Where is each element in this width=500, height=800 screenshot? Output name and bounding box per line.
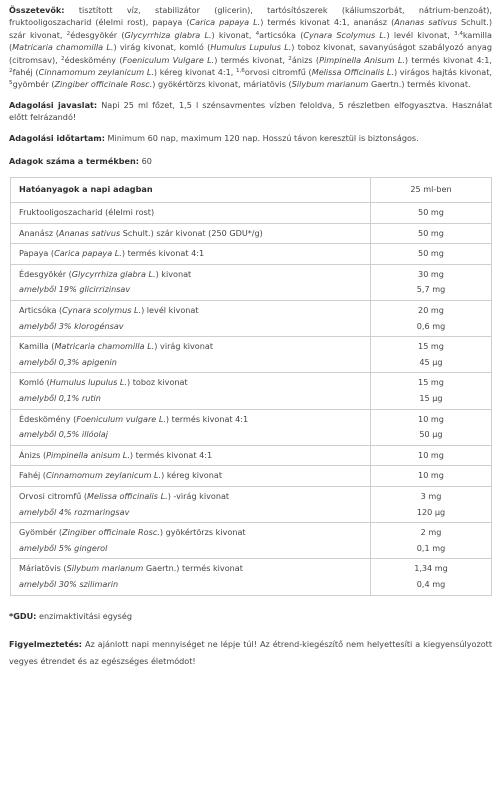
active-compound-share: amelyből 4% rozmaringsav	[19, 506, 130, 517]
text-fragment: ) gyökértörzs kivonat	[159, 527, 246, 538]
text-fragment: Gyömbér (	[19, 527, 63, 538]
text-fragment: Schult.) szár kivonat,	[9, 17, 492, 40]
ingredient-amount: 3 mg	[420, 490, 442, 501]
text-fragment: ) toboz kivonat	[126, 377, 188, 388]
header-active-ingredients: Hatóanyagok a napi adagban	[11, 178, 371, 203]
latin-name: Matricaria chamomilla L.	[54, 341, 155, 352]
ingredient-amount: 1,34 mg	[414, 563, 448, 574]
text-fragment: édeskömény (	[64, 54, 123, 65]
ingredient-amount: 10 mg	[418, 449, 444, 460]
amount-cell	[371, 409, 492, 445]
table-row	[11, 373, 492, 409]
latin-name: Carica papaya L.	[189, 17, 261, 28]
text-fragment: tisztított víz, stabilizátor (glicerin), tartósítószerek (káliumszorbát, nátrium-benzoát), fruktooligoszacharid (élelmi rost), papaya (	[9, 5, 492, 28]
amount-cell	[371, 486, 492, 522]
ingredient-cell	[11, 203, 371, 224]
ingredient-cell	[11, 486, 371, 522]
text-fragment: articsóka (	[259, 29, 304, 40]
amount-cell	[371, 337, 492, 373]
ingredient-name	[19, 226, 362, 242]
latin-name: Pimpinella Anisum L.	[319, 54, 405, 65]
dosage-text: Napi 25 ml főzet, 1,5 l szénsavmentes vízben feloldva, 5 részletben elfogyasztva. Használat előtt felrázandó!	[9, 99, 492, 123]
table-row	[11, 523, 492, 559]
ingredient-amount: 15 mg	[418, 341, 444, 352]
active-compound-share: amelyből 0,5% illóolaj	[19, 429, 109, 440]
text-fragment: ) virág kivonat, komló (	[113, 42, 211, 53]
ingredient-name	[19, 375, 362, 391]
footnote-marker: 2	[9, 68, 13, 75]
text-fragment: fahéj (	[12, 67, 39, 78]
text-fragment: Máriatövis (	[19, 563, 67, 574]
latin-name: Silybum marianum	[66, 563, 144, 574]
text-fragment: Kamilla (	[19, 341, 55, 352]
text-fragment: Édesgyökér (	[19, 268, 72, 279]
amount-cell	[371, 301, 492, 337]
table-row	[11, 244, 492, 265]
amount-cell	[371, 244, 492, 265]
latin-name: Glycyrrhiza glabra L.	[124, 29, 212, 40]
ingredient-amount: 20 mg	[418, 305, 444, 316]
table-row	[11, 466, 492, 487]
dosage-label: Adagolási javaslat:	[9, 99, 98, 110]
warning-section	[9, 636, 492, 670]
latin-name: Pimpinella anisum L.	[46, 449, 130, 460]
servings-count-paragraph	[9, 155, 492, 167]
amount-cell	[371, 264, 492, 300]
table-row	[11, 203, 492, 224]
amount-cell	[371, 445, 492, 466]
footnote-marker: 2	[61, 55, 65, 62]
latin-name: Zingiber officinale Rosc.	[54, 79, 153, 90]
text-fragment: ) termés kivonat 4:1, ananász (	[260, 17, 395, 28]
footnote-label: *GDU:	[9, 610, 37, 621]
active-compound-amount: 50 µg	[419, 429, 443, 440]
footnote-text: enzimaktivitási egység	[36, 610, 132, 621]
latin-name: Carica papaya L.	[54, 248, 122, 259]
text-fragment: ) levél kivonat,	[386, 29, 454, 40]
text-fragment: édesgyökér (	[70, 29, 125, 40]
latin-name: Foeniculum Vulgare L.	[122, 54, 215, 65]
ingredients-text	[9, 5, 492, 89]
text-fragment: ) virágos hajtás kivonat,	[393, 67, 492, 78]
latin-name: Cinnamomum zeylanicum L.	[45, 470, 162, 481]
table-row	[11, 409, 492, 445]
latin-name: Glycyrrhiza glabra L.	[71, 268, 156, 279]
amount-cell	[371, 223, 492, 244]
ingredient-amount: 50 mg	[418, 227, 444, 238]
text-fragment: kamilla (	[9, 29, 492, 53]
text-fragment: Fahéj (	[19, 470, 46, 481]
composition-table-header	[11, 178, 492, 203]
text-fragment: ) termés kivonat 4:1,	[404, 54, 492, 65]
text-fragment: ) -virág kivonat	[167, 490, 230, 501]
text-fragment: Komló (	[19, 377, 50, 388]
active-compound-amount: 0,1 mg	[416, 542, 446, 553]
text-fragment: Gaertn.) termés kivonat.	[368, 79, 471, 90]
text-fragment: ) kéreg kivonat 4:1,	[153, 67, 236, 78]
table-row	[11, 264, 492, 300]
active-compound-amount: 15 µg	[419, 393, 443, 403]
active-compound-share: amelyből 30% szilimarin	[19, 578, 119, 589]
ingredient-amount: 50 mg	[418, 248, 444, 259]
header-amount: 25 ml-ben	[371, 178, 492, 203]
footnote-marker: 2	[66, 30, 71, 37]
ingredient-name	[19, 561, 362, 577]
footnote-marker: 1,6	[235, 68, 245, 75]
ingredient-name	[19, 448, 362, 464]
text-fragment: Gaertn.) termés kivonat	[143, 563, 243, 574]
active-compound-share: amelyből 0,1% rutin	[19, 393, 101, 403]
ingredient-cell	[11, 264, 371, 300]
latin-name: Ananas sativus	[58, 227, 121, 238]
ingredient-amount: 15 mg	[418, 377, 444, 388]
text-fragment: Papaya (	[19, 248, 55, 259]
latin-name: Melissa officinalis L.	[87, 490, 168, 501]
table-row	[11, 559, 492, 595]
text-fragment: ) termés kivonat 4:1	[129, 449, 213, 460]
amount-cell	[371, 559, 492, 595]
ingredient-cell	[11, 409, 371, 445]
text-fragment: ánizs (	[291, 54, 320, 65]
warning-text: Az ajánlott napi mennyiséget ne lépje túl! Az étrend-kiegészítő nem helyettesíti a kiegyensúlyozott vegyes étrendet és az egészséges életmódot!	[9, 638, 492, 666]
footnote-marker: 2	[288, 55, 292, 62]
text-fragment: gyömbér (	[12, 79, 55, 90]
text-fragment: ) kivonat,	[211, 29, 256, 40]
ingredient-name	[19, 468, 362, 484]
duration-label: Adagolási időtartam:	[9, 132, 105, 143]
ingredient-name	[19, 246, 362, 262]
latin-name: Silybum marianum	[291, 79, 369, 90]
ingredient-name	[19, 303, 362, 319]
latin-name: Cinnamomum zeylanicum L.	[38, 67, 154, 78]
ingredient-amount: 2 mg	[420, 527, 442, 538]
active-compound-share: amelyből 19% glicirrizinsav	[19, 284, 131, 295]
warning-paragraph	[9, 636, 492, 670]
servings-count-value: 60	[139, 156, 152, 167]
amount-cell	[371, 523, 492, 559]
active-compound-amount: 45 µg	[419, 356, 443, 367]
latin-name: Ananas sativus	[394, 17, 457, 28]
latin-name: Melissa Officinalis L.	[311, 67, 394, 78]
amount-cell	[371, 373, 492, 409]
latin-name: Zingiber officinale Rosc.	[62, 527, 160, 538]
ingredient-name	[19, 205, 362, 221]
ingredient-name	[19, 489, 362, 505]
table-row	[11, 337, 492, 373]
table-row	[11, 486, 492, 522]
amount-cell	[371, 203, 492, 224]
text-fragment: ) termés kivonat 4:1	[165, 413, 249, 424]
ingredient-cell	[11, 223, 371, 244]
ingredient-name	[19, 267, 362, 283]
text-fragment: orvosi citromfű (	[244, 67, 312, 78]
footnote-paragraph	[9, 610, 492, 622]
ingredient-cell	[11, 523, 371, 559]
text-fragment: ) levél kivonat	[141, 305, 199, 316]
ingredient-cell	[11, 373, 371, 409]
text-fragment: Édeskömény (	[19, 413, 77, 424]
latin-name: Cynara Scolymus L.	[303, 29, 387, 40]
ingredients-paragraph	[9, 4, 492, 91]
footnote-marker: 5	[9, 80, 13, 87]
composition-table	[10, 177, 492, 595]
latin-name: Foeniculum vulgare L.	[76, 413, 166, 424]
active-compound-amount: 120 µg	[416, 506, 446, 517]
ingredient-amount: 10 mg	[418, 413, 444, 424]
text-fragment: Orvosi citromfű (	[19, 490, 88, 501]
active-compound-share: amelyből 5% gingerol	[19, 542, 108, 553]
ingredient-amount: 10 mg	[418, 470, 444, 481]
active-compound-amount: 0,6 mg	[416, 320, 446, 331]
latin-name: Matricaria chamomilla L.	[12, 42, 114, 53]
ingredient-cell	[11, 466, 371, 487]
servings-count-label: Adagok száma a termékben:	[9, 156, 139, 167]
text-fragment: ) virág kivonat	[154, 341, 214, 352]
amount-cell	[371, 466, 492, 487]
footnote-marker: 3,4	[453, 30, 463, 37]
table-row	[11, 301, 492, 337]
latin-name: Humulus Lupulus L.	[210, 42, 292, 53]
ingredient-amount: 50 mg	[418, 207, 444, 218]
duration-text: Minimum 60 nap, maximum 120 nap. Hosszú távon keresztül is biztonságos.	[104, 132, 419, 143]
text-fragment: ) termés kivonat 4:1	[121, 248, 205, 259]
text-fragment: Schult.) szár kivonat (250 GDU*/g)	[120, 227, 263, 238]
active-compound-share: amelyből 3% klorogénsav	[19, 320, 124, 331]
ingredient-cell	[11, 559, 371, 595]
table-row	[11, 445, 492, 466]
ingredient-cell	[11, 301, 371, 337]
text-fragment: ) gyökértörzs kivonat, máriatövis (	[152, 79, 292, 90]
footnote-marker: 4	[255, 30, 260, 37]
ingredient-cell	[11, 244, 371, 265]
text-fragment: Articsóka (	[19, 305, 63, 316]
text-fragment: Ánizs (	[19, 449, 47, 460]
warning-label: Figyelmeztetés:	[9, 638, 83, 649]
latin-name: Humulus lupulus L.	[49, 377, 127, 388]
active-compound-amount: 5,7 mg	[416, 284, 446, 295]
latin-name: Cynara scolymus L.	[62, 305, 142, 316]
ingredient-cell	[11, 445, 371, 466]
text-fragment: ) toboz kivonat, savanyúságot szabályozó anyag (citromsav),	[9, 42, 492, 65]
active-compound-amount: 0,4 mg	[416, 578, 446, 589]
text-fragment: ) kivonat	[155, 268, 192, 279]
table-row	[11, 223, 492, 244]
dosage-paragraph	[9, 99, 492, 124]
ingredient-name	[19, 339, 362, 355]
text-fragment: Fruktooligoszacharid (élelmi rost)	[19, 207, 155, 218]
ingredients-label: Összetevők:	[9, 5, 65, 15]
ingredient-cell	[11, 337, 371, 373]
duration-paragraph	[9, 132, 492, 144]
text-fragment: ) kéreg kivonat	[161, 470, 223, 481]
ingredient-name	[19, 525, 362, 541]
text-fragment: ) termés kivonat,	[214, 54, 289, 65]
text-fragment: Ananász (	[19, 227, 59, 238]
ingredient-amount: 30 mg	[418, 268, 444, 279]
active-compound-share: amelyből 0,3% apigenin	[19, 356, 117, 367]
ingredient-name	[19, 412, 362, 428]
